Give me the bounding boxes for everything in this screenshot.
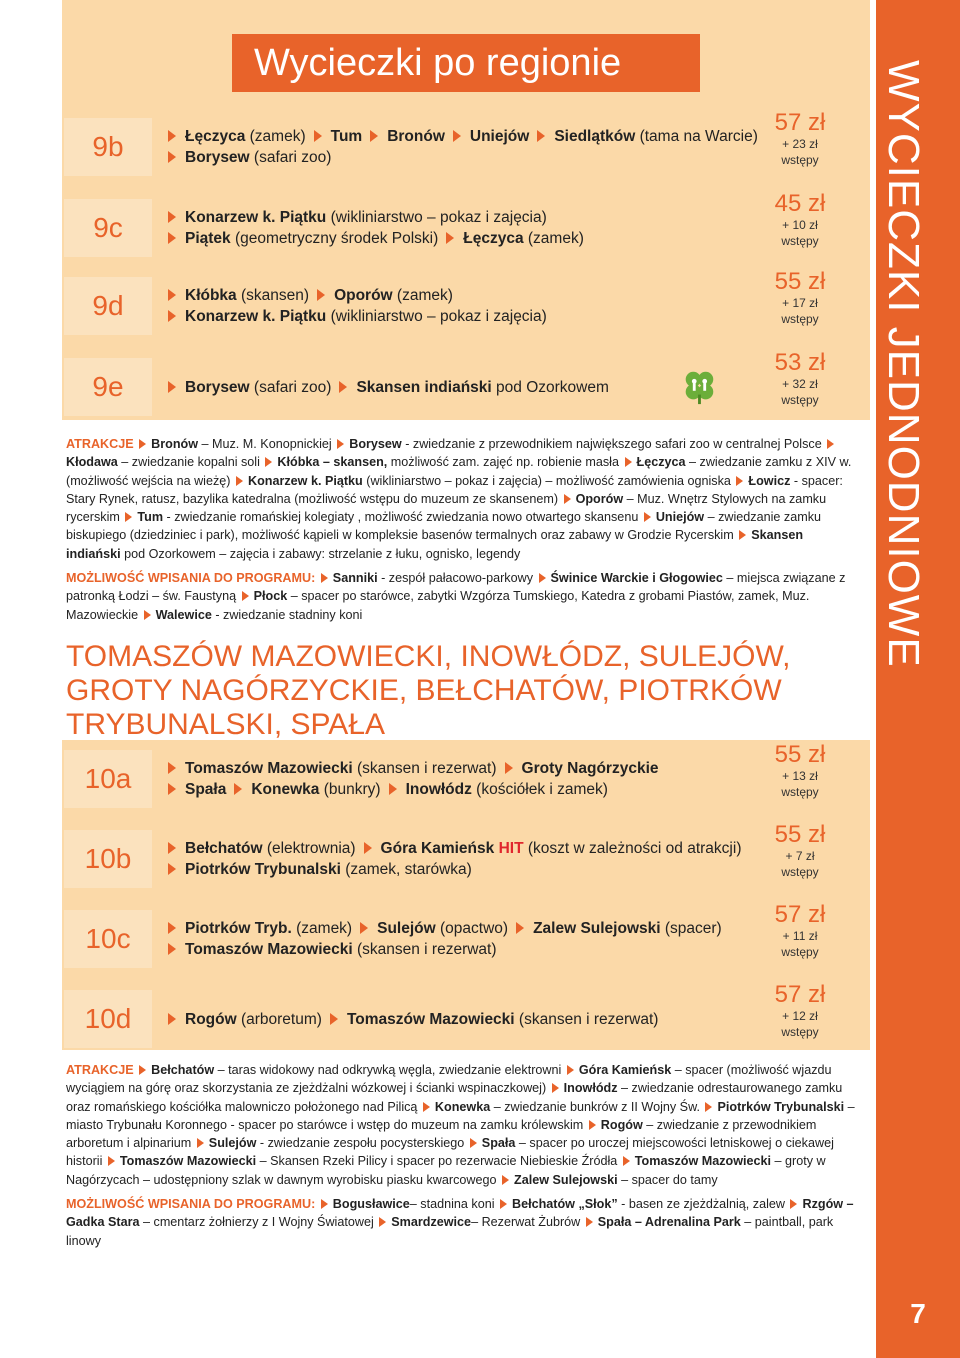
- trip-price: [752, 982, 848, 1040]
- trip-code: 10d: [64, 990, 152, 1048]
- trip-code: 9d: [64, 277, 152, 335]
- trip-price: [752, 822, 848, 880]
- price-extra-label: wstępy: [781, 865, 819, 879]
- orange-triangle-icon: [168, 842, 176, 854]
- price-extra: + 32 zł: [782, 377, 818, 391]
- stop-detail: (geometryczny środek Polski): [230, 230, 439, 247]
- stop-name: Rogów: [185, 1010, 237, 1028]
- sidebar-label: WYCIECZKI JEDNODNIOWE: [879, 60, 928, 668]
- orange-triangle-icon: [502, 1175, 509, 1185]
- trip-price: [752, 350, 848, 408]
- price-value: 45 zł: [774, 190, 826, 217]
- trip-code: 10b: [64, 830, 152, 888]
- stop-detail: (zamek): [291, 920, 353, 937]
- orange-triangle-icon: [125, 512, 132, 522]
- trip-stops-line: [168, 918, 748, 939]
- attraction-name: Skansen indiański: [66, 528, 804, 561]
- stop-detail: (elektrownia): [262, 840, 356, 857]
- hit-badge: HIT: [494, 840, 524, 857]
- extra-name: Sanniki: [332, 571, 378, 586]
- attraction-desc: – spacer (możliwość wjazdu wyciągiem na górę oraz skorzystania ze zjeżdżalni wózkowej i ścianki wspinaczkowej): [66, 1063, 832, 1096]
- stop-detail: (safari zoo): [249, 149, 332, 166]
- trip-stops: [168, 377, 748, 398]
- stop-name: Piotrków Tryb.: [185, 920, 292, 937]
- price-extra-label: wstępy: [781, 1025, 819, 1039]
- price-value: 57 zł: [774, 109, 826, 136]
- attraction-name: Łowicz: [748, 473, 791, 488]
- attraction-desc: – miasto Trybunału Koronnego - spacer po starówce i wstęp do muzeum na zamku królewskim: [66, 1099, 855, 1132]
- attraction-desc: pod Ozorkowem – zajęcia i zabawy: strzelanie z łuku, ognisko, legendy: [120, 546, 521, 561]
- attraction-desc: – Muz. Wnętrz Stylowych na zamku rycerskim: [66, 491, 827, 525]
- attractions-label: ATRAKCJE: [66, 1063, 138, 1077]
- trip-stops-line: [168, 228, 748, 249]
- trip-price: [752, 269, 848, 327]
- stop-detail: (safari zoo): [249, 378, 332, 396]
- stop-detail: (bunkry): [319, 781, 381, 798]
- orange-triangle-icon: [168, 151, 176, 163]
- extra-desc: - zespół pałacowo-parkowy: [377, 571, 537, 586]
- stop-name: Tomaszów Mazowiecki: [185, 760, 353, 777]
- stop-name: Bronów: [387, 128, 445, 145]
- extra-program: [66, 1195, 856, 1250]
- attraction-desc: – zwiedzanie odrestaurowanego zamku oraz romańskiego kościółka malowniczo położonego nad Pilicą: [66, 1081, 843, 1114]
- orange-triangle-icon: [623, 1156, 630, 1166]
- stop-detail: (arboretum): [236, 1010, 322, 1028]
- attraction-name: Uniejów: [655, 510, 705, 525]
- orange-triangle-icon: [108, 1156, 115, 1166]
- attraction-desc: – zwiedzanie z przewodnikiem arboretum i alpinarium: [66, 1117, 817, 1151]
- trip-stops: [168, 207, 748, 249]
- attraction-desc: możliwość zam. zajęć np. robienie masła: [387, 455, 623, 470]
- attraction-name: Oporów: [575, 491, 624, 506]
- orange-triangle-icon: [321, 573, 328, 583]
- stop-detail: (skansen i rezerwat): [352, 941, 497, 958]
- orange-triangle-icon: [168, 863, 176, 875]
- stop-detail: (opactwo): [435, 920, 509, 937]
- trip-stops-line: [168, 1009, 748, 1030]
- attraction-name: Borysew: [349, 437, 402, 451]
- orange-triangle-icon: [552, 1083, 559, 1093]
- trip-stops: [168, 838, 748, 880]
- stop-detail: (spacer): [660, 920, 722, 937]
- extra-name: Rzgów – Gadka Stara: [66, 1197, 854, 1230]
- stop-detail: (skansen i rezerwat): [514, 1010, 659, 1028]
- attraction-name: Sulejów: [208, 1136, 257, 1151]
- extra-desc: – miejsca związane z patronką Łodzi – św. Faustyną: [66, 571, 846, 604]
- trip-code: 9b: [64, 118, 152, 176]
- extra-name: Smardzewice: [391, 1215, 472, 1230]
- orange-triangle-icon: [139, 1065, 146, 1075]
- attraction-name: Inowłódz: [563, 1081, 618, 1096]
- orange-triangle-icon: [168, 130, 176, 142]
- stop-detail: (tama na Warcie): [635, 128, 758, 145]
- extra-name: Świnice Warckie i Głogowiec: [550, 571, 723, 586]
- section1-attractions: [66, 435, 856, 624]
- orange-triangle-icon: [589, 1120, 596, 1130]
- price-extra: + 10 zł: [782, 218, 818, 232]
- extra-name: Spała – Adrenalina Park: [597, 1215, 741, 1230]
- stop-detail: pod Ozorkowem: [491, 378, 609, 396]
- stop-name: Spała: [185, 781, 227, 798]
- attraction-desc: – zwiedzanie kopalni soli: [117, 455, 264, 470]
- stop-name: Łęczyca: [185, 128, 246, 145]
- orange-triangle-icon: [389, 783, 397, 795]
- attraction-desc: – zwiedzanie bunkrów z II Wojny Św.: [490, 1099, 704, 1114]
- stop-name: Borysew: [185, 378, 250, 396]
- trip-price: [752, 191, 848, 249]
- extra-desc: – Rezerwat Żubrów: [471, 1215, 584, 1230]
- attraction-name: Rogów: [600, 1117, 643, 1132]
- trip-code: 10c: [64, 910, 152, 968]
- side-bar: [876, 0, 960, 1358]
- attraction-name: Kłodawa: [66, 455, 118, 470]
- stop-name: Konarzew k. Piątku: [185, 209, 327, 226]
- orange-triangle-icon: [168, 762, 176, 774]
- trip-stops-line: [168, 306, 748, 327]
- orange-triangle-icon: [423, 1102, 430, 1112]
- orange-triangle-icon: [168, 783, 176, 795]
- trip-stops: [168, 758, 748, 800]
- orange-triangle-icon: [339, 381, 347, 393]
- orange-triangle-icon: [168, 310, 176, 322]
- attraction-name: Tomaszów Mazowiecki: [119, 1154, 257, 1169]
- orange-triangle-icon: [567, 1065, 574, 1075]
- orange-triangle-icon: [625, 457, 632, 467]
- orange-triangle-icon: [144, 610, 151, 620]
- orange-triangle-icon: [446, 232, 454, 244]
- orange-triangle-icon: [644, 512, 651, 522]
- orange-triangle-icon: [265, 457, 272, 467]
- extra-name: Bełchatów „Słok”: [512, 1197, 618, 1212]
- orange-triangle-icon: [470, 1138, 477, 1148]
- attraction-name: Bronów: [151, 437, 199, 451]
- attraction-name: Tomaszów Mazowiecki: [634, 1154, 772, 1169]
- attraction-desc: - zwiedzanie zespołu pocysterskiego: [256, 1136, 468, 1151]
- price-value: 55 zł: [774, 821, 826, 848]
- orange-triangle-icon: [242, 591, 249, 601]
- orange-triangle-icon: [537, 130, 545, 142]
- trip-stops: [168, 1009, 748, 1030]
- orange-triangle-icon: [168, 211, 176, 223]
- stop-name: Tomaszów Mazowiecki: [185, 941, 353, 958]
- stop-detail: (wikliniarstwo – pokaz i zajęcia): [326, 308, 547, 325]
- extra-desc: - basen ze zjeżdżalnią, zalew: [617, 1197, 789, 1212]
- orange-triangle-icon: [236, 476, 243, 486]
- orange-triangle-icon: [539, 573, 546, 583]
- orange-triangle-icon: [790, 1199, 797, 1209]
- price-value: 55 zł: [774, 268, 826, 295]
- stop-detail: (skansen): [236, 287, 310, 304]
- price-value: 55 zł: [774, 741, 826, 768]
- attraction-desc: – groty w Nagórzycach – udostępniony szlak w dawnym wyrobisku piasku kwarcowego: [66, 1154, 826, 1187]
- orange-triangle-icon: [360, 922, 368, 934]
- attraction-desc: (wikliniarstwo – pokaz i zajęcia) – możliwość zamówienia ogniska: [362, 473, 735, 488]
- attraction-desc: – zwiedzanie zamku biskupiego (dziedziniec i park), możliwość kąpieli w kompleksie basenów termalnych oraz zabawy w Grodzie Rycerskim: [66, 510, 822, 543]
- attraction-name: Zalew Sulejowski: [514, 1172, 618, 1187]
- extra-name: Bogusławice: [332, 1197, 410, 1212]
- extra-name: Płock: [253, 589, 288, 604]
- orange-triangle-icon: [739, 530, 746, 540]
- stop-name: Skansen indiański: [356, 378, 492, 396]
- trip-stops-line: [168, 147, 748, 168]
- trip-code: 9c: [64, 199, 152, 257]
- stop-name: Tomaszów Mazowiecki: [346, 1010, 515, 1028]
- orange-triangle-icon: [321, 1199, 328, 1209]
- extra-program: [66, 569, 856, 624]
- attraction-desc: – Skansen Rzeki Pilicy i spacer po rezerwacie Niebieskie Źródła: [256, 1154, 621, 1169]
- price-extra: + 12 zł: [782, 1009, 818, 1023]
- orange-triangle-icon: [564, 494, 571, 504]
- orange-triangle-icon: [827, 439, 834, 449]
- price-extra-label: wstępy: [781, 945, 819, 959]
- orange-triangle-icon: [317, 289, 325, 301]
- price-extra-label: wstępy: [781, 393, 819, 407]
- extra-desc: – paintball, park linowy: [66, 1215, 834, 1248]
- attraction-desc: – spacer po uroczej miejscowości letniskowej o ciekawej historii: [66, 1136, 834, 1169]
- attraction-desc: - spacer: Stary Rynek, ratusz, bazylika katedralna (możliwość wstępu do muzeum ze skansenem): [66, 473, 843, 506]
- extra-desc: – cmentarz żołnierzy z I Wojny Światowej: [139, 1215, 378, 1230]
- stop-name: Oporów: [334, 287, 393, 304]
- stop-name: Borysew: [185, 149, 250, 166]
- orange-triangle-icon: [364, 842, 372, 854]
- stop-detail: (wikliniarstwo – pokaz i zajęcia): [326, 209, 547, 226]
- extra-desc: – spacer po starówce, zabytki Wzgórza Tumskiego, Katedra z grobami Piastów, zamek, Muz. Mazowieckie: [66, 589, 810, 622]
- section2-attractions: [66, 1061, 856, 1250]
- trip-stops-line: [168, 285, 748, 306]
- trip-stops: [168, 285, 748, 327]
- price-extra: + 23 zł: [782, 137, 818, 151]
- section2-title: TOMASZÓW MAZOWIECKI, INOWŁÓDZ, SULEJÓW, GROTY NAGÓRZYCKIE, BEŁCHATÓW, PIOTRKÓW TRYBUNALSKI, SPAŁA: [66, 640, 791, 741]
- price-extra: + 7 zł: [785, 849, 815, 863]
- stop-name: Łęczyca: [463, 230, 524, 247]
- stop-name: Piątek: [185, 230, 231, 247]
- stop-detail: (zamek): [392, 287, 453, 304]
- attraction-name: Konarzew k. Piątku: [247, 473, 363, 488]
- attraction-desc: – Muz. M. Konopnickiej: [198, 437, 336, 451]
- orange-triangle-icon: [330, 1013, 338, 1025]
- stop-name: Inowłódz: [405, 781, 472, 798]
- trip-code: 9e: [64, 358, 152, 416]
- stop-name: Konarzew k. Piątku: [185, 308, 327, 325]
- stop-detail: (koszt w zależności od atrakcji): [523, 840, 742, 857]
- trip-stops-line: [168, 758, 748, 779]
- price-extra: + 13 zł: [782, 769, 818, 783]
- clover-kids-icon: [680, 368, 718, 406]
- orange-triangle-icon: [379, 1217, 386, 1227]
- stop-name: Góra Kamieńsk: [380, 840, 495, 857]
- orange-triangle-icon: [370, 130, 378, 142]
- attraction-name: Łęczyca: [636, 455, 686, 470]
- stop-detail: (zamek, starówka): [340, 861, 472, 878]
- orange-triangle-icon: [314, 130, 322, 142]
- page-number: 7: [910, 1298, 926, 1329]
- stop-name: Groty Nagórzyckie: [521, 760, 659, 777]
- extra-name: Walewice: [155, 607, 212, 622]
- attraction-name: Góra Kamieńsk: [578, 1063, 672, 1077]
- attraction-desc: – taras widokowy nad odkrywką węgla, zwiedzanie elektrowni: [214, 1063, 565, 1077]
- orange-triangle-icon: [516, 922, 524, 934]
- trip-stops-line: [168, 377, 748, 398]
- stop-name: Konewka: [251, 781, 320, 798]
- stop-name: Siedlątków: [554, 128, 636, 145]
- orange-triangle-icon: [505, 762, 513, 774]
- attraction-desc: - zwiedzanie romańskiej kolegiaty , możliwość zwiedzania nowo otwartego skansenu: [163, 510, 642, 525]
- stop-name: Kłóbka: [185, 287, 237, 304]
- price-extra-label: wstępy: [781, 312, 819, 326]
- attraction-desc: - zwiedzanie z przewodnikiem największego safari zoo w centralnej Polsce: [401, 437, 826, 451]
- stop-detail: (zamek): [523, 230, 584, 247]
- attraction-name: Piotrków Trybunalski: [717, 1099, 845, 1114]
- orange-triangle-icon: [168, 922, 176, 934]
- trip-stops-line: [168, 838, 748, 859]
- trip-price: [752, 742, 848, 800]
- price-value: 53 zł: [774, 349, 826, 376]
- orange-triangle-icon: [168, 381, 176, 393]
- stop-detail: (kościółek i zamek): [471, 781, 608, 798]
- page-title: Wycieczki po regionie: [232, 34, 700, 92]
- trip-price: [752, 902, 848, 960]
- price-extra-label: wstępy: [781, 153, 819, 167]
- orange-triangle-icon: [705, 1102, 712, 1112]
- price-extra: + 17 zł: [782, 296, 818, 310]
- trip-stops: [168, 918, 748, 960]
- orange-triangle-icon: [500, 1199, 507, 1209]
- trip-stops-line: [168, 859, 748, 880]
- stop-name: Bełchatów: [185, 840, 263, 857]
- attraction-name: Bełchatów: [151, 1063, 215, 1077]
- trip-stops-line: [168, 939, 748, 960]
- orange-triangle-icon: [453, 130, 461, 142]
- orange-triangle-icon: [139, 439, 146, 449]
- orange-triangle-icon: [234, 783, 242, 795]
- trip-stops-line: [168, 779, 748, 800]
- price-extra: + 11 zł: [782, 929, 818, 943]
- stop-name: Piotrków Trybunalski: [185, 861, 341, 878]
- stop-name: Tum: [330, 128, 363, 145]
- attractions-label: ATRAKCJE: [66, 437, 138, 451]
- orange-triangle-icon: [168, 232, 176, 244]
- stop-detail: (zamek): [245, 128, 306, 145]
- extra-program-label: MOŻLIWOŚĆ WPISANIA DO PROGRAMU:: [66, 571, 319, 586]
- extra-desc: – stadnina koni: [409, 1197, 498, 1212]
- trip-code: 10a: [64, 750, 152, 808]
- trip-stops-line: [168, 126, 758, 147]
- orange-triangle-icon: [337, 439, 344, 449]
- price-value: 57 zł: [774, 981, 826, 1008]
- stop-name: Zalew Sulejowski: [533, 920, 661, 937]
- attraction-name: Tum: [137, 510, 164, 525]
- extra-desc: - zwiedzanie stadniny koni: [211, 607, 363, 622]
- trip-stops-line: [168, 207, 748, 228]
- trip-stops: [168, 126, 758, 168]
- price-extra-label: wstępy: [781, 234, 819, 248]
- orange-triangle-icon: [197, 1138, 204, 1148]
- stop-name: Sulejów: [377, 920, 436, 937]
- stop-detail: (skansen i rezerwat): [352, 760, 497, 777]
- attraction-name: Kłóbka – skansen,: [277, 455, 388, 470]
- orange-triangle-icon: [168, 943, 176, 955]
- orange-triangle-icon: [168, 289, 176, 301]
- attraction-name: Konewka: [434, 1099, 491, 1114]
- trip-price: [752, 110, 848, 168]
- stop-name: Uniejów: [469, 128, 530, 145]
- attraction-desc: – spacer do tamy: [617, 1172, 718, 1187]
- orange-triangle-icon: [586, 1217, 593, 1227]
- price-extra-label: wstępy: [781, 785, 819, 799]
- attraction-name: Spała: [481, 1136, 516, 1151]
- extra-program-label: MOŻLIWOŚĆ WPISANIA DO PROGRAMU:: [66, 1197, 319, 1212]
- price-value: 57 zł: [774, 901, 826, 928]
- orange-triangle-icon: [168, 1013, 176, 1025]
- attraction-desc: – zwiedzanie zamku z XIV w. (możliwość wejścia na wieżę): [66, 455, 852, 488]
- orange-triangle-icon: [736, 476, 743, 486]
